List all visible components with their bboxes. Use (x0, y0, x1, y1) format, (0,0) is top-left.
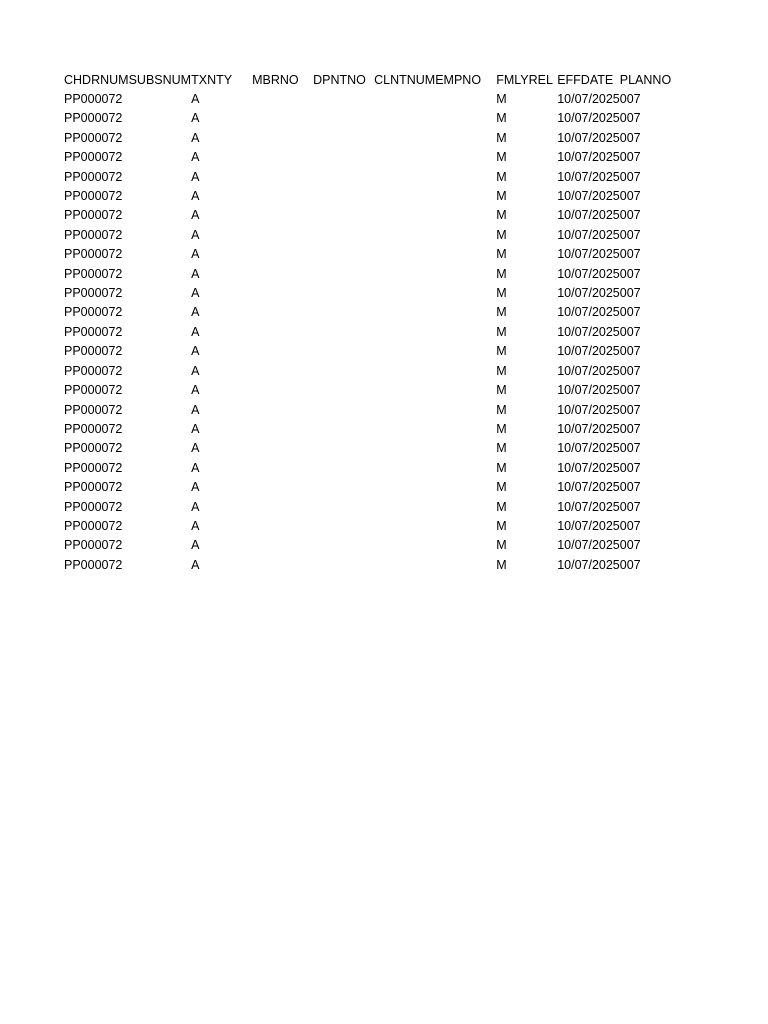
cell-mbrno[interactable] (252, 323, 313, 342)
cell-planno[interactable]: 007 (619, 480, 641, 495)
cell-clntnum[interactable] (374, 265, 435, 284)
cell-dpntno[interactable] (313, 478, 374, 497)
cell-empno[interactable] (435, 168, 496, 187)
cell-dpntno[interactable] (313, 323, 374, 342)
cell-effdate[interactable]: 10/07/2025 (557, 150, 620, 165)
cell-chdrnum[interactable]: PP000072 (64, 305, 123, 320)
cell-dpntno[interactable] (313, 187, 374, 206)
cell-txnty[interactable]: A (191, 344, 200, 359)
cell-subsnum[interactable] (129, 90, 192, 109)
cell-chdrnum[interactable]: PP000072 (64, 344, 123, 359)
cell-txnty[interactable]: A (191, 150, 200, 165)
header-row (64, 70, 681, 90)
cell-clntnum[interactable] (374, 303, 435, 322)
cell-chdrnum[interactable]: PP000072 (64, 189, 123, 204)
cell-effdate[interactable]: 10/07/2025 (557, 441, 620, 456)
cell-effdate[interactable]: 10/07/2025 (557, 538, 620, 553)
cell-chdrnum[interactable]: PP000072 (64, 363, 123, 378)
cell-chdrnum[interactable]: PP000072 (64, 538, 123, 553)
cell-dpntno[interactable] (313, 148, 374, 167)
table-row (64, 226, 681, 245)
table-row (64, 556, 681, 575)
cell-planno[interactable]: 007 (619, 169, 641, 184)
table-row (64, 284, 681, 303)
cell-clntnum[interactable] (374, 129, 435, 148)
cell-mbrno[interactable] (252, 517, 313, 536)
cell-subsnum[interactable] (129, 129, 192, 148)
cell-dpntno[interactable] (313, 90, 374, 109)
cell-dpntno[interactable] (313, 517, 374, 536)
table-row (64, 439, 681, 458)
cell-planno[interactable]: 007 (619, 402, 641, 417)
header-chdrnum[interactable]: CHDRNUM (64, 72, 129, 87)
cell-mbrno[interactable] (252, 303, 313, 322)
cell-fmlyrel[interactable]: M (496, 286, 507, 301)
header-mbrno[interactable]: MBRNO (252, 72, 299, 87)
cell-mbrno[interactable] (252, 245, 313, 264)
cell-empno[interactable] (435, 323, 496, 342)
cell-fmlyrel[interactable]: M (496, 227, 507, 242)
table-row (64, 478, 681, 497)
cell-empno[interactable] (435, 109, 496, 128)
cell-txnty[interactable]: A (191, 169, 200, 184)
table-row (64, 498, 681, 517)
cell-subsnum[interactable] (129, 536, 192, 555)
cell-effdate[interactable]: 10/07/2025 (557, 402, 620, 417)
cell-mbrno[interactable] (252, 109, 313, 128)
cell-mbrno[interactable] (252, 168, 313, 187)
cell-effdate[interactable]: 10/07/2025 (557, 383, 620, 398)
cell-mbrno[interactable] (252, 284, 313, 303)
cell-planno[interactable]: 007 (619, 111, 641, 126)
cell-chdrnum[interactable]: PP000072 (64, 383, 123, 398)
cell-mbrno[interactable] (252, 536, 313, 555)
cell-empno[interactable] (435, 478, 496, 497)
table-row (64, 168, 681, 187)
cell-txnty[interactable]: A (191, 499, 200, 514)
table-row (64, 265, 681, 284)
cell-mbrno[interactable] (252, 226, 313, 245)
cell-effdate[interactable]: 10/07/2025 (557, 518, 620, 533)
cell-clntnum[interactable] (374, 362, 435, 381)
cell-empno[interactable] (435, 245, 496, 264)
cell-subsnum[interactable] (129, 265, 192, 284)
cell-txnty[interactable]: A (191, 92, 200, 106)
cell-empno[interactable] (435, 459, 496, 478)
cell-subsnum[interactable] (129, 381, 192, 400)
cell-clntnum[interactable] (374, 342, 435, 361)
cell-planno[interactable]: 007 (619, 286, 641, 301)
cell-chdrnum[interactable]: PP000072 (64, 227, 123, 242)
cell-fmlyrel[interactable]: M (496, 557, 507, 572)
cell-planno[interactable]: 007 (619, 150, 641, 165)
table-row (64, 90, 681, 109)
cell-subsnum[interactable] (129, 556, 192, 575)
cell-planno[interactable]: 007 (619, 499, 641, 514)
cell-fmlyrel[interactable]: M (496, 92, 507, 106)
cell-chdrnum[interactable]: PP000072 (64, 208, 123, 223)
cell-dpntno[interactable] (313, 556, 374, 575)
cell-clntnum[interactable] (374, 284, 435, 303)
cell-dpntno[interactable] (313, 362, 374, 381)
cell-fmlyrel[interactable]: M (496, 499, 507, 514)
cell-empno[interactable] (435, 303, 496, 322)
cell-planno[interactable]: 007 (619, 383, 641, 398)
cell-fmlyrel[interactable]: M (496, 266, 507, 281)
cell-subsnum[interactable] (129, 401, 192, 420)
table-row (64, 245, 681, 264)
cell-empno[interactable] (435, 265, 496, 284)
cell-dpntno[interactable] (313, 265, 374, 284)
cell-effdate[interactable]: 10/07/2025 (557, 266, 620, 281)
cell-mbrno[interactable] (252, 265, 313, 284)
table-row (64, 129, 681, 148)
cell-clntnum[interactable] (374, 420, 435, 439)
cell-txnty[interactable]: A (191, 130, 200, 145)
cell-chdrnum[interactable]: PP000072 (64, 421, 123, 436)
cell-fmlyrel[interactable]: M (496, 169, 507, 184)
table-row (64, 536, 681, 555)
cell-clntnum[interactable] (374, 226, 435, 245)
cell-subsnum[interactable] (129, 284, 192, 303)
table-row (64, 323, 681, 342)
header-subsnum[interactable]: SUBSNUM (128, 72, 192, 87)
cell-clntnum[interactable] (374, 148, 435, 167)
cell-clntnum[interactable] (374, 206, 435, 225)
cell-dpntno[interactable] (313, 420, 374, 439)
cell-subsnum[interactable] (129, 206, 192, 225)
cell-txnty[interactable]: A (191, 557, 200, 572)
cell-effdate[interactable]: 10/07/2025 (557, 227, 620, 242)
cell-empno[interactable] (435, 206, 496, 225)
cell-dpntno[interactable] (313, 226, 374, 245)
cell-clntnum[interactable] (374, 245, 435, 264)
cell-effdate[interactable]: 10/07/2025 (557, 344, 620, 359)
header-clntnum[interactable]: CLNTNUM (374, 72, 436, 87)
cell-txnty[interactable]: A (191, 383, 200, 398)
cell-mbrno[interactable] (252, 148, 313, 167)
cell-effdate[interactable]: 10/07/2025 (557, 92, 620, 106)
cell-clntnum[interactable] (374, 168, 435, 187)
data-table (64, 70, 681, 575)
cell-chdrnum[interactable]: PP000072 (64, 441, 123, 456)
cell-txnty[interactable]: A (191, 441, 200, 456)
cell-txnty[interactable]: A (191, 480, 200, 495)
cell-mbrno[interactable] (252, 478, 313, 497)
cell-mbrno[interactable] (252, 206, 313, 225)
cell-subsnum[interactable] (129, 226, 192, 245)
cell-planno[interactable]: 007 (619, 324, 641, 339)
cell-planno[interactable]: 007 (619, 208, 641, 223)
table-row (64, 362, 681, 381)
cell-dpntno[interactable] (313, 536, 374, 555)
cell-planno[interactable]: 007 (619, 363, 641, 378)
cell-dpntno[interactable] (313, 459, 374, 478)
cell-empno[interactable] (435, 556, 496, 575)
cell-txnty[interactable]: A (191, 402, 200, 417)
cell-txnty[interactable]: A (191, 286, 200, 301)
cell-subsnum[interactable] (129, 168, 192, 187)
cell-txnty[interactable]: A (191, 421, 200, 436)
header-empno[interactable]: EMPNO (435, 72, 482, 87)
cell-empno[interactable] (435, 90, 496, 109)
cell-effdate[interactable]: 10/07/2025 (557, 557, 620, 572)
cell-fmlyrel[interactable]: M (496, 208, 507, 223)
cell-planno[interactable]: 007 (619, 130, 641, 145)
table-row (64, 187, 681, 206)
cell-fmlyrel[interactable]: M (496, 402, 507, 417)
cell-effdate[interactable]: 10/07/2025 (557, 286, 620, 301)
cell-planno[interactable]: 007 (619, 266, 641, 281)
cell-txnty[interactable]: A (191, 538, 200, 553)
table-row (64, 109, 681, 128)
cell-empno[interactable] (435, 439, 496, 458)
cell-empno[interactable] (435, 498, 496, 517)
cell-txnty[interactable]: A (191, 460, 200, 475)
cell-effdate[interactable]: 10/07/2025 (557, 460, 620, 475)
cell-mbrno[interactable] (252, 381, 313, 400)
cell-clntnum[interactable] (374, 459, 435, 478)
cell-mbrno[interactable] (252, 129, 313, 148)
cell-empno[interactable] (435, 517, 496, 536)
header-dpntno[interactable]: DPNTNO (313, 72, 366, 87)
cell-planno[interactable]: 007 (619, 518, 641, 533)
cell-planno[interactable]: 007 (619, 421, 641, 436)
cell-dpntno[interactable] (313, 129, 374, 148)
cell-effdate[interactable]: 10/07/2025 (557, 421, 620, 436)
cell-chdrnum[interactable]: PP000072 (64, 111, 123, 126)
cell-empno[interactable] (435, 401, 496, 420)
cell-subsnum[interactable] (129, 323, 192, 342)
cell-clntnum[interactable] (374, 187, 435, 206)
header-effdate[interactable]: EFFDATE (557, 72, 614, 87)
cell-fmlyrel[interactable]: M (496, 518, 507, 533)
cell-mbrno[interactable] (252, 420, 313, 439)
cell-chdrnum[interactable]: PP000072 (64, 130, 123, 145)
cell-fmlyrel[interactable]: M (496, 460, 507, 475)
header-fmlyrel[interactable]: FMLYREL (496, 72, 553, 87)
cell-fmlyrel[interactable]: M (496, 150, 507, 165)
cell-empno[interactable] (435, 381, 496, 400)
cell-txnty[interactable]: A (191, 324, 200, 339)
cell-subsnum[interactable] (129, 148, 192, 167)
cell-dpntno[interactable] (313, 439, 374, 458)
table-row (64, 303, 681, 322)
cell-empno[interactable] (435, 129, 496, 148)
cell-fmlyrel[interactable]: M (496, 111, 507, 126)
cell-mbrno[interactable] (252, 90, 313, 109)
table-row (64, 517, 681, 536)
cell-fmlyrel[interactable]: M (496, 130, 507, 145)
cell-planno[interactable]: 007 (619, 305, 641, 320)
cell-subsnum[interactable] (129, 478, 192, 497)
cell-planno[interactable]: 007 (619, 227, 641, 242)
cell-effdate[interactable]: 10/07/2025 (557, 111, 620, 126)
cell-empno[interactable] (435, 226, 496, 245)
cell-subsnum[interactable] (129, 245, 192, 264)
cell-subsnum[interactable] (129, 362, 192, 381)
table-row (64, 459, 681, 478)
cell-clntnum[interactable] (374, 109, 435, 128)
cell-empno[interactable] (435, 148, 496, 167)
cell-effdate[interactable]: 10/07/2025 (557, 363, 620, 378)
cell-chdrnum[interactable]: PP000072 (64, 92, 123, 106)
cell-clntnum[interactable] (374, 478, 435, 497)
cell-planno[interactable]: 007 (619, 557, 641, 572)
cell-empno[interactable] (435, 284, 496, 303)
table-row (64, 206, 681, 225)
cell-planno[interactable]: 007 (619, 538, 641, 553)
cell-dpntno[interactable] (313, 381, 374, 400)
cell-planno[interactable]: 007 (619, 189, 641, 204)
cell-subsnum[interactable] (129, 498, 192, 517)
cell-dpntno[interactable] (313, 401, 374, 420)
cell-mbrno[interactable] (252, 556, 313, 575)
cell-empno[interactable] (435, 342, 496, 361)
table-row (64, 342, 681, 361)
cell-effdate[interactable]: 10/07/2025 (557, 247, 620, 262)
cell-txnty[interactable]: A (191, 227, 200, 242)
cell-fmlyrel[interactable]: M (496, 480, 507, 495)
cell-planno[interactable]: 007 (619, 344, 641, 359)
cell-clntnum[interactable] (374, 323, 435, 342)
cell-empno[interactable] (435, 362, 496, 381)
cell-mbrno[interactable] (252, 439, 313, 458)
cell-fmlyrel[interactable]: M (496, 383, 507, 398)
cell-txnty[interactable]: A (191, 305, 200, 320)
cell-fmlyrel[interactable]: M (496, 189, 507, 204)
table-body (64, 90, 681, 575)
cell-txnty[interactable]: A (191, 189, 200, 204)
cell-clntnum[interactable] (374, 381, 435, 400)
cell-chdrnum[interactable]: PP000072 (64, 460, 123, 475)
header-txnty[interactable]: TXNTY (191, 72, 233, 87)
cell-mbrno[interactable] (252, 187, 313, 206)
cell-txnty[interactable]: A (191, 363, 200, 378)
cell-chdrnum[interactable]: PP000072 (64, 150, 123, 165)
cell-chdrnum[interactable]: PP000072 (64, 518, 123, 533)
cell-fmlyrel[interactable]: M (496, 305, 507, 320)
table-row (64, 148, 681, 167)
table-row (64, 401, 681, 420)
cell-dpntno[interactable] (313, 168, 374, 187)
cell-mbrno[interactable] (252, 362, 313, 381)
cell-clntnum[interactable] (374, 498, 435, 517)
spreadsheet-sheet (64, 70, 704, 575)
cell-empno[interactable] (435, 536, 496, 555)
cell-effdate[interactable]: 10/07/2025 (557, 499, 620, 514)
cell-chdrnum[interactable]: PP000072 (64, 324, 123, 339)
cell-subsnum[interactable] (129, 517, 192, 536)
cell-chdrnum[interactable]: PP000072 (64, 266, 123, 281)
cell-empno[interactable] (435, 187, 496, 206)
cell-clntnum[interactable] (374, 90, 435, 109)
cell-planno[interactable]: 007 (619, 247, 641, 262)
cell-mbrno[interactable] (252, 459, 313, 478)
cell-txnty[interactable]: A (191, 208, 200, 223)
cell-fmlyrel[interactable]: M (496, 247, 507, 262)
cell-subsnum[interactable] (129, 459, 192, 478)
cell-effdate[interactable]: 10/07/2025 (557, 130, 620, 145)
cell-clntnum[interactable] (374, 556, 435, 575)
cell-mbrno[interactable] (252, 401, 313, 420)
cell-fmlyrel[interactable]: M (496, 441, 507, 456)
cell-mbrno[interactable] (252, 498, 313, 517)
cell-fmlyrel[interactable]: M (496, 344, 507, 359)
cell-chdrnum[interactable]: PP000072 (64, 286, 123, 301)
cell-subsnum[interactable] (129, 303, 192, 322)
cell-planno[interactable]: 007 (619, 441, 641, 456)
cell-dpntno[interactable] (313, 245, 374, 264)
cell-txnty[interactable]: A (191, 247, 200, 262)
cell-chdrnum[interactable]: PP000072 (64, 169, 123, 184)
cell-effdate[interactable]: 10/07/2025 (557, 324, 620, 339)
cell-dpntno[interactable] (313, 342, 374, 361)
cell-subsnum[interactable] (129, 187, 192, 206)
cell-clntnum[interactable] (374, 536, 435, 555)
cell-txnty[interactable]: A (191, 266, 200, 281)
cell-mbrno[interactable] (252, 342, 313, 361)
cell-dpntno[interactable] (313, 284, 374, 303)
cell-chdrnum[interactable]: PP000072 (64, 402, 123, 417)
cell-dpntno[interactable] (313, 303, 374, 322)
cell-chdrnum[interactable]: PP000072 (64, 480, 123, 495)
cell-effdate[interactable]: 10/07/2025 (557, 208, 620, 223)
cell-effdate[interactable]: 10/07/2025 (557, 189, 620, 204)
cell-txnty[interactable]: A (191, 518, 200, 533)
cell-subsnum[interactable] (129, 420, 192, 439)
cell-planno[interactable]: 007 (619, 92, 641, 106)
cell-dpntno[interactable] (313, 109, 374, 128)
cell-dpntno[interactable] (313, 206, 374, 225)
table-row (64, 381, 681, 400)
table-row (64, 420, 681, 439)
cell-subsnum[interactable] (129, 342, 192, 361)
header-planno[interactable]: PLANNO (619, 72, 672, 87)
cell-chdrnum[interactable]: PP000072 (64, 557, 123, 572)
cell-clntnum[interactable] (374, 401, 435, 420)
cell-effdate[interactable]: 10/07/2025 (557, 305, 620, 320)
cell-empno[interactable] (435, 420, 496, 439)
cell-fmlyrel[interactable]: M (496, 324, 507, 339)
cell-txnty[interactable]: A (191, 111, 200, 126)
cell-clntnum[interactable] (374, 439, 435, 458)
cell-clntnum[interactable] (374, 517, 435, 536)
cell-chdrnum[interactable]: PP000072 (64, 499, 123, 514)
cell-effdate[interactable]: 10/07/2025 (557, 480, 620, 495)
cell-subsnum[interactable] (129, 109, 192, 128)
cell-fmlyrel[interactable]: M (496, 421, 507, 436)
cell-chdrnum[interactable]: PP000072 (64, 247, 123, 262)
cell-fmlyrel[interactable]: M (496, 363, 507, 378)
cell-planno[interactable]: 007 (619, 460, 641, 475)
cell-subsnum[interactable] (129, 439, 192, 458)
cell-fmlyrel[interactable]: M (496, 538, 507, 553)
cell-dpntno[interactable] (313, 498, 374, 517)
cell-effdate[interactable]: 10/07/2025 (557, 169, 620, 184)
